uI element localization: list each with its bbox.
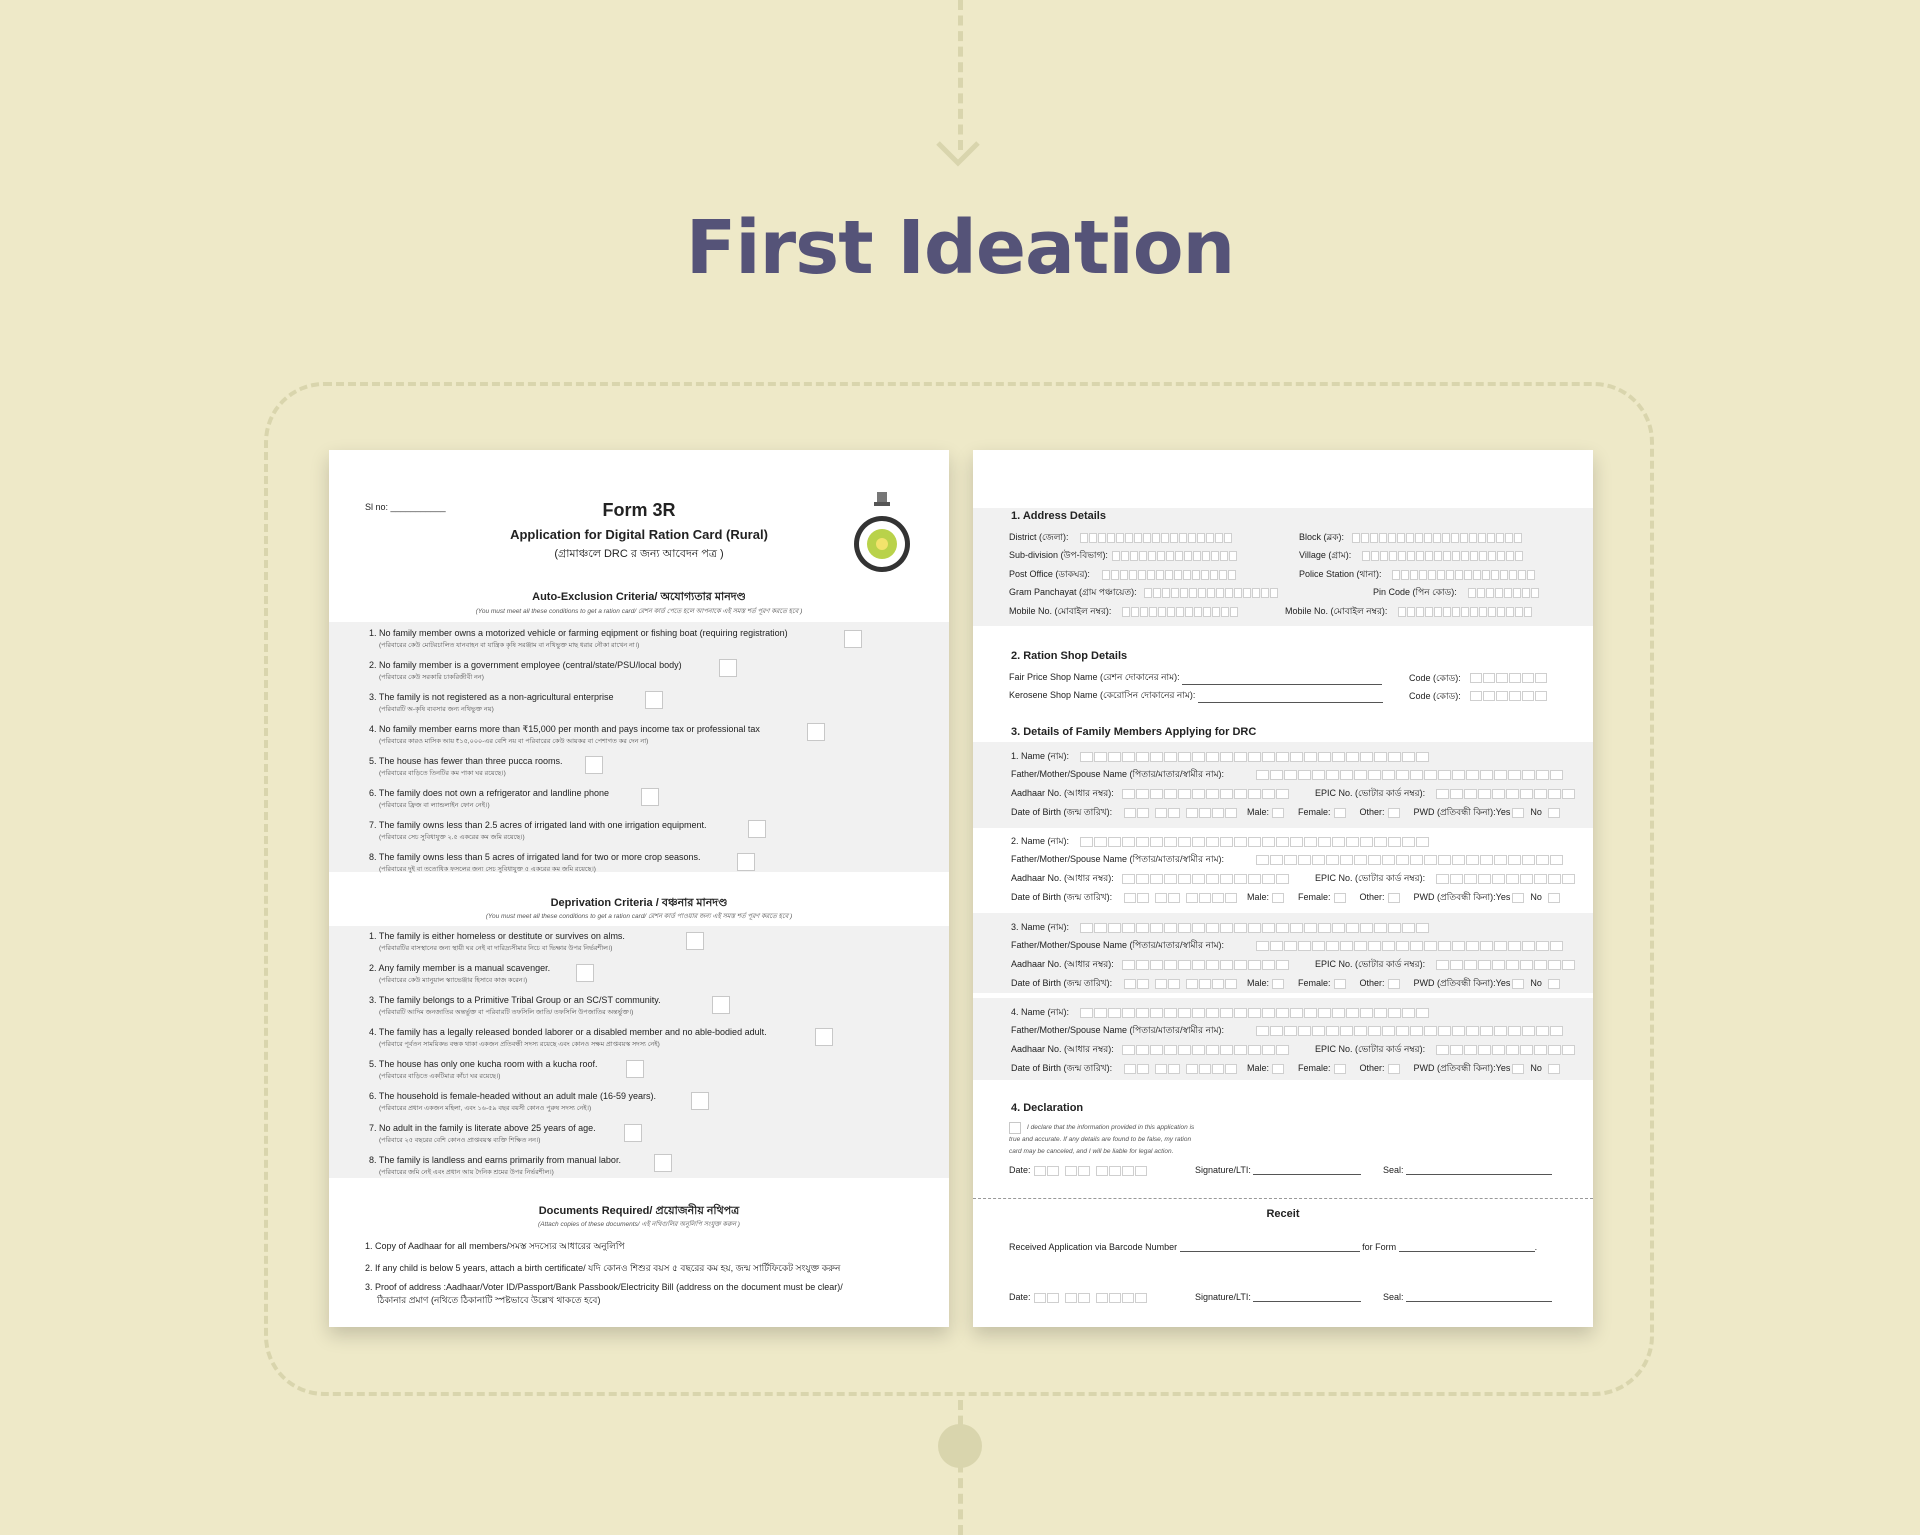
criteria-item-text: 4. No family member earns more than ₹15,000 per month and pays income tax or professional tax [369, 724, 760, 734]
declaration-date [1009, 1165, 1147, 1176]
criteria-checkbox[interactable] [748, 820, 766, 838]
date-boxes[interactable] [1033, 1292, 1147, 1302]
criteria-checkbox[interactable] [626, 1060, 644, 1078]
criteria-checkbox[interactable] [645, 691, 663, 709]
receipt-date [1009, 1292, 1147, 1303]
pwd-yes-checkbox[interactable] [1512, 979, 1524, 989]
criteria-item-text: 7. The family owns less than 2.5 acres of irrigated land with one irrigation equipment. [369, 820, 707, 830]
address-field-label: Mobile No. (মোবাইল নম্বর): [1009, 606, 1112, 616]
address-input-boxes[interactable] [1143, 584, 1278, 602]
address-field-label: Village (গ্রাম): [1299, 550, 1352, 560]
criteria-checkbox[interactable] [844, 630, 862, 648]
parent-name-label: Father/Mother/Spouse Name (পিতার/মাতার/স্বামীর নাম): [1011, 1025, 1225, 1035]
gender-options [1247, 890, 1560, 905]
form-subtitle-bengali: (গ্রামাঞ্চলে DRC র জন্য আবেদন পত্র ) [554, 548, 724, 560]
aadhaar-boxes[interactable] [1121, 956, 1289, 974]
seal-label: Seal: [1383, 1165, 1404, 1175]
aadhaar-label: Aadhaar No. (আধার নম্বর): [1011, 959, 1114, 969]
dob-boxes[interactable] [1123, 975, 1237, 993]
gender-options [1247, 1061, 1560, 1076]
address-input-boxes[interactable] [1351, 529, 1522, 547]
address-title: 1. Address Details [1011, 510, 1106, 522]
member-name-boxes[interactable] [1079, 833, 1429, 851]
epic-boxes[interactable] [1435, 785, 1575, 803]
criteria-item-subtext: (পরিবারে ২৫ বছরের বেশি কোনও প্রাপ্তবয়স্ক ব্যক্তি শিক্ষিত নন।) [379, 1137, 541, 1144]
seal-input[interactable] [1406, 1165, 1552, 1175]
criteria-item-text: 2. Any family member is a manual scavenger. [369, 963, 551, 973]
address-input-boxes[interactable] [1391, 566, 1535, 584]
declaration-seal [1383, 1165, 1552, 1175]
criteria-checkbox[interactable] [691, 1092, 709, 1110]
declaration-checkbox[interactable] [1009, 1122, 1021, 1134]
family-members-title: 3. Details of Family Members Applying for DRC [1011, 726, 1257, 738]
pwd-yes-checkbox[interactable] [1512, 808, 1524, 818]
female-checkbox[interactable] [1334, 1064, 1346, 1074]
criteria-item-text: 1. The family is either homeless or destitute or survives on alms. [369, 931, 625, 941]
criteria-item-subtext: (পরিবারের ফ্রিজ বা ল্যান্ডলাইন ফোন নেই।) [379, 802, 490, 809]
aadhaar-boxes[interactable] [1121, 1041, 1289, 1059]
criteria-item-text: 7. No adult in the family is literate above 25 years of age. [369, 1123, 596, 1133]
declaration-signature [1195, 1165, 1361, 1175]
dob-label: Date of Birth (জন্ম তারিখ): [1011, 892, 1113, 902]
gender-options [1247, 976, 1560, 991]
address-input-boxes[interactable] [1111, 547, 1237, 565]
receipt-seal [1383, 1292, 1552, 1302]
address-field-label: District (জেলা): [1009, 532, 1069, 542]
auto-exclusion-title: Auto-Exclusion Criteria/ অযোগ্যতার মানদণ্ড [532, 591, 746, 603]
form-title: Form 3R [602, 500, 676, 520]
document-item: ঠিকানার প্রমাণ (নথিতে ঠিকানাটি স্পষ্টভাবে উল্লেখ থাকতে হবে) [377, 1295, 601, 1305]
timeline-dot [938, 1424, 982, 1468]
criteria-item-text: 2. No family member is a government employee (central/state/PSU/local body) [369, 660, 682, 670]
member-name-label: 4. Name (নাম): [1011, 1007, 1069, 1017]
criteria-item-subtext: (পরিবারের বাড়িতে একটিমাত্র কাঁচা ঘর রয়েছে।) [379, 1073, 501, 1080]
receipt-cut-line [973, 1198, 1593, 1199]
barcode-input[interactable] [1180, 1242, 1360, 1252]
member-name-label: 1. Name (নাম): [1011, 751, 1069, 761]
criteria-checkbox[interactable] [576, 964, 594, 982]
pwd-no-checkbox[interactable] [1548, 893, 1560, 903]
pwd-yes-label: PWD (প্রতিবন্ধী কিনা):Yes [1413, 978, 1511, 988]
serial-number-label: Sl no: ___________ [365, 502, 446, 512]
dob-boxes[interactable] [1123, 804, 1237, 822]
parent-name-boxes[interactable] [1255, 851, 1563, 869]
form-page-1 [329, 450, 949, 1327]
pwd-no-checkbox[interactable] [1548, 1064, 1560, 1074]
dob-boxes[interactable] [1123, 1060, 1237, 1078]
male-label: Male: [1247, 892, 1270, 902]
member-name-label: 2. Name (নাম): [1011, 836, 1069, 846]
signature-input[interactable] [1253, 1292, 1361, 1302]
aadhaar-boxes[interactable] [1121, 870, 1289, 888]
address-field-label: Post Office (ডাকঘর): [1009, 569, 1090, 579]
member-name-boxes[interactable] [1079, 919, 1429, 937]
address-input-boxes[interactable] [1397, 603, 1532, 621]
receipt-barcode-line: Received Application via Barcode Number for Form . [1009, 1242, 1538, 1252]
criteria-item-subtext: (পরিবারের জমি নেই এবং প্রধান আয় দৈনিক শ্রমের উপর নির্ভরশীল।) [379, 1169, 554, 1176]
date-label: Date: [1009, 1292, 1031, 1302]
criteria-item-subtext: (পরিবারের বাড়িতে তিনটির কম পাকা ঘর রয়েছে।) [379, 770, 506, 777]
dob-boxes[interactable] [1123, 889, 1237, 907]
parent-name-label: Father/Mother/Spouse Name (পিতার/মাতার/স্বামীর নাম): [1011, 769, 1225, 779]
criteria-item-subtext: (পরিবারের কেউ সরকারি চাকরিজীবী নন) [379, 674, 484, 681]
member-name-boxes[interactable] [1079, 1004, 1429, 1022]
fair-price-shop-label: Fair Price Shop Name (রেশন দোকানের নাম): [1009, 672, 1180, 682]
female-checkbox[interactable] [1334, 893, 1346, 903]
criteria-item-text: 3. The family belongs to a Primitive Tribal Group or an SC/ST community. [369, 995, 661, 1005]
auto-exclusion-note: (You must meet all these conditions to get a ration card/ রেশন কার্ড পেতে হলে আপনাকে এই সমস্ত শর্ত পূরণ করতে হবে ) [475, 608, 803, 615]
pwd-yes-label: PWD (প্রতিবন্ধী কিনা):Yes [1413, 1063, 1511, 1073]
ration-shop-title: 2. Ration Shop Details [1011, 650, 1128, 662]
criteria-checkbox[interactable] [686, 932, 704, 950]
criteria-item-text: 6. The household is female-headed without an adult male (16-59 years). [369, 1091, 657, 1101]
female-checkbox[interactable] [1334, 979, 1346, 989]
declaration-text: card may be canceled, and I will be liable for legal action. [1009, 1148, 1174, 1155]
criteria-item-subtext: (পরিবারের কারও মাসিক আয় ₹১৫,০০০-এর বেশি নয় বা পরিবারের কেউ আয়কর বা পেশাগত কর দেন না) [379, 738, 649, 745]
date-boxes[interactable] [1033, 1165, 1147, 1175]
for-form-label: for Form [1362, 1242, 1397, 1252]
document-item: 1. Copy of Aadhaar for all members/সমস্ত সদস্যের আধারের অনুলিপি [365, 1241, 625, 1251]
address-input-boxes[interactable] [1361, 547, 1523, 565]
pwd-yes-label: PWD (প্রতিবন্ধী কিনা):Yes [1413, 807, 1511, 817]
male-checkbox[interactable] [1272, 808, 1284, 818]
pwd-no-label: No [1530, 1063, 1542, 1073]
criteria-checkbox[interactable] [815, 1028, 833, 1046]
criteria-item-text: 4. The family has a legally released bonded laborer or a disabled member and no able-bodied adult. [369, 1027, 767, 1037]
signature-label: Signature/LTI: [1195, 1292, 1251, 1302]
criteria-item-text: 3. The family is not registered as a non-agricultural enterprise [369, 692, 614, 702]
date-label: Date: [1009, 1165, 1031, 1175]
pwd-yes-checkbox[interactable] [1512, 893, 1524, 903]
epic-boxes[interactable] [1435, 956, 1575, 974]
other-checkbox[interactable] [1388, 1064, 1400, 1074]
female-label: Female: [1298, 807, 1331, 817]
criteria-checkbox[interactable] [712, 996, 730, 1014]
pwd-yes-checkbox[interactable] [1512, 1064, 1524, 1074]
male-label: Male: [1247, 978, 1270, 988]
epic-label: EPIC No. (ভোটার কার্ড নম্বর): [1315, 788, 1426, 798]
dob-label: Date of Birth (জন্ম তারিখ): [1011, 1063, 1113, 1073]
receipt-title: Receit [1266, 1208, 1300, 1220]
pwd-no-checkbox[interactable] [1548, 808, 1560, 818]
address-input-boxes[interactable] [1101, 566, 1236, 584]
seal-label: Seal: [1383, 1292, 1404, 1302]
criteria-item-text: 1. No family member owns a motorized vehicle or farming eqipment or fishing boat (requiring registration) [369, 628, 788, 638]
criteria-checkbox[interactable] [737, 853, 755, 871]
deprivation-title: Deprivation Criteria / বঞ্চনার মানদণ্ড [550, 897, 728, 909]
other-checkbox[interactable] [1388, 808, 1400, 818]
fps-code-label: Code (কোড): [1409, 673, 1461, 683]
criteria-checkbox[interactable] [719, 659, 737, 677]
criteria-item-text: 5. The house has fewer than three pucca rooms. [369, 756, 563, 766]
other-label: Other: [1359, 978, 1385, 988]
deprivation-note: (You must meet all these conditions to get a ration card/ রেশন কার্ড পাওয়ার জন্য এই সমস্ত শর্ত পূরণ করতে হবে ) [485, 913, 793, 920]
parent-name-label: Father/Mother/Spouse Name (পিতার/মাতার/স্বামীর নাম): [1011, 854, 1225, 864]
form-page-2 [973, 450, 1593, 1327]
kerosene-shop-label: Kerosene Shop Name (কেরোসিন দোকানের নাম): [1009, 690, 1196, 700]
ration-shop-field-label [1009, 688, 1383, 703]
address-input-boxes[interactable] [1121, 603, 1238, 621]
address-field-label: Block (ব্লক): [1299, 532, 1345, 542]
document-item: 3. Proof of address :Aadhaar/Voter ID/Passport/Bank Passbook/Electricity Bill (address on the document must be clear)/ [365, 1282, 843, 1292]
female-label: Female: [1298, 892, 1331, 902]
criteria-item-subtext: (পরিবারের দুই বা ততোধিক ফসলের জন্য সেচ সুবিধাযুক্ত ৫ একরের কম জমি রয়েছে।) [379, 866, 596, 873]
epic-label: EPIC No. (ভোটার কার্ড নম্বর): [1315, 1044, 1426, 1054]
criteria-item-subtext: (পরিবারটি অ-কৃষি ব্যবসার জন্য নথিভুক্ত নয়) [379, 706, 494, 713]
gender-options [1247, 805, 1560, 820]
address-input-boxes[interactable] [1079, 529, 1232, 547]
male-label: Male: [1247, 1063, 1270, 1073]
criteria-item-text: 5. The house has only one kucha room with a kucha roof. [369, 1059, 598, 1069]
criteria-checkbox[interactable] [641, 788, 659, 806]
kerosene-code-label: Code (কোড): [1409, 691, 1461, 701]
form-number-input[interactable] [1399, 1242, 1535, 1252]
female-checkbox[interactable] [1334, 808, 1346, 818]
other-checkbox[interactable] [1388, 893, 1400, 903]
parent-name-boxes[interactable] [1255, 937, 1563, 955]
criteria-item-subtext: (পরিবারের প্রধান একজন মহিলা, এবং ১৬-৫৯ বছর বয়সী কোনও পুরুষ সদস্য নেই।) [379, 1105, 592, 1112]
other-label: Other: [1359, 807, 1385, 817]
documents-note: (Attach copies of these documents/ এই নথিগুলির অনুলিপি সংযুক্ত করুন ) [538, 1221, 740, 1228]
male-checkbox[interactable] [1272, 893, 1284, 903]
declaration-text: true and accurate. If any details are found to be false, my ration [1009, 1136, 1192, 1143]
signature-input[interactable] [1253, 1165, 1361, 1175]
parent-name-boxes[interactable] [1255, 1022, 1563, 1040]
signature-label: Signature/LTI: [1195, 1165, 1251, 1175]
other-checkbox[interactable] [1388, 979, 1400, 989]
epic-boxes[interactable] [1435, 870, 1575, 888]
address-field-label: Pin Code (পিন কোড): [1373, 587, 1457, 597]
epic-label: EPIC No. (ভোটার কার্ড নম্বর): [1315, 959, 1426, 969]
chevron-down-icon [932, 125, 984, 177]
pwd-no-label: No [1530, 807, 1542, 817]
criteria-checkbox[interactable] [624, 1124, 642, 1142]
criteria-item-subtext: (পরিবারের সেচ সুবিধাযুক্ত ২.৫ একরের কম জমি রয়েছে।) [379, 834, 525, 841]
female-label: Female: [1298, 1063, 1331, 1073]
parent-name-boxes[interactable] [1255, 766, 1563, 784]
criteria-item-text: 6. The family does not own a refrigerator and landline phone [369, 788, 609, 798]
pwd-yes-label: PWD (প্রতিবন্ধী কিনা):Yes [1413, 892, 1511, 902]
section-heading: First Ideation [685, 205, 1235, 291]
form-subtitle: Application for Digital Ration Card (Rural) [510, 527, 768, 542]
criteria-item-text: 8. The family is landless and earns primarily from manual labor. [369, 1155, 621, 1165]
address-field-label: Sub-division (উপ-বিভাগ): [1009, 550, 1108, 560]
other-label: Other: [1359, 1063, 1385, 1073]
criteria-item-text: 8. The family owns less than 5 acres of irrigated land for two or more crop seasons. [369, 852, 701, 862]
other-label: Other: [1359, 892, 1385, 902]
declaration-text: I declare that the information provided in this application is [1027, 1124, 1195, 1131]
fair-price-shop-input[interactable] [1182, 675, 1382, 685]
criteria-checkbox[interactable] [807, 723, 825, 741]
epic-boxes[interactable] [1435, 1041, 1575, 1059]
criteria-item-subtext: (পরিবারটি আদিম জনজাতির অন্তর্ভুক্ত বা পরিবারটি তফসিলি জাতি/ তফসিলি উপজাতির অন্তর্ভুক্ত।) [379, 1009, 634, 1016]
criteria-item-subtext: (পরিবারের কেউ ম্যানুয়াল স্ক্যাভেঞ্জার হিসাবে কাজ করেন।) [379, 977, 528, 984]
document-item: 2. If any child is below 5 years, attach a birth certificate/ যদি কোনও শিশুর বয়স ৫ বছরের কম হয়, জন্ম সার্টিফিকেট সংযুক্ত করুন [365, 1263, 841, 1273]
dob-label: Date of Birth (জন্ম তারিখ): [1011, 807, 1113, 817]
criteria-item-subtext: (পরিবারে পূর্বতন সাময়িকভ বন্ধক থাকা একজন প্রতিবন্ধী সদস্য রয়েছে এবং কোনও সক্ষম প্রাপ্তবয়স্ক সদস্য নেই) [379, 1041, 660, 1048]
epic-label: EPIC No. (ভোটার কার্ড নম্বর): [1315, 873, 1426, 883]
member-name-boxes[interactable] [1079, 748, 1429, 766]
ration-shop-field-label [1009, 670, 1382, 685]
member-name-label: 3. Name (নাম): [1011, 922, 1069, 932]
pwd-no-checkbox[interactable] [1548, 979, 1560, 989]
seal-input[interactable] [1406, 1292, 1552, 1302]
aadhaar-boxes[interactable] [1121, 785, 1289, 803]
address-field-label: Gram Panchayat (গ্রাম পঞ্চায়েত): [1009, 587, 1137, 597]
pwd-no-label: No [1530, 978, 1542, 988]
address-field-label: Mobile No. (মোবাইল নম্বর): [1285, 606, 1388, 616]
parent-name-label: Father/Mother/Spouse Name (পিতার/মাতার/স্বামীর নাম): [1011, 940, 1225, 950]
criteria-item-subtext: (পরিবারের কেউ মোটরচালিত যানবাহন বা যান্ত্রিক কৃষি সরঞ্জাম বা নথিভুক্ত মাছ ধরার নৌকা রাখেন না।) [379, 642, 640, 649]
criteria-checkbox[interactable] [654, 1154, 672, 1172]
male-label: Male: [1247, 807, 1270, 817]
criteria-checkbox[interactable] [585, 756, 603, 774]
male-checkbox[interactable] [1272, 1064, 1284, 1074]
male-checkbox[interactable] [1272, 979, 1284, 989]
fps-code-boxes[interactable] [1469, 669, 1547, 687]
aadhaar-label: Aadhaar No. (আধার নম্বর): [1011, 873, 1114, 883]
receipt-signature [1195, 1292, 1361, 1302]
dob-label: Date of Birth (জন্ম তারিখ): [1011, 978, 1113, 988]
pwd-no-label: No [1530, 892, 1542, 902]
criteria-item-subtext: (পরিবারটির বাসস্থানের জন্য স্থায়ী ঘর নেই বা দারিদ্র্যসীমার নিচে বা ভিক্ষার উপর নির্ভরশীল।) [379, 945, 613, 952]
female-label: Female: [1298, 978, 1331, 988]
aadhaar-label: Aadhaar No. (আধার নম্বর): [1011, 1044, 1114, 1054]
declaration-title: 4. Declaration [1011, 1102, 1084, 1114]
documents-title: Documents Required/ প্রয়োজনীয় নথিপত্র [538, 1205, 740, 1217]
aadhaar-label: Aadhaar No. (আধার নম্বর): [1011, 788, 1114, 798]
address-field-label: Police Station (থানা): [1299, 569, 1382, 579]
barcode-label: Received Application via Barcode Number [1009, 1242, 1178, 1252]
kerosene-code-boxes[interactable] [1469, 687, 1547, 705]
government-emblem-icon [849, 490, 915, 576]
address-input-boxes[interactable] [1467, 584, 1539, 602]
kerosene-shop-input[interactable] [1198, 693, 1383, 703]
